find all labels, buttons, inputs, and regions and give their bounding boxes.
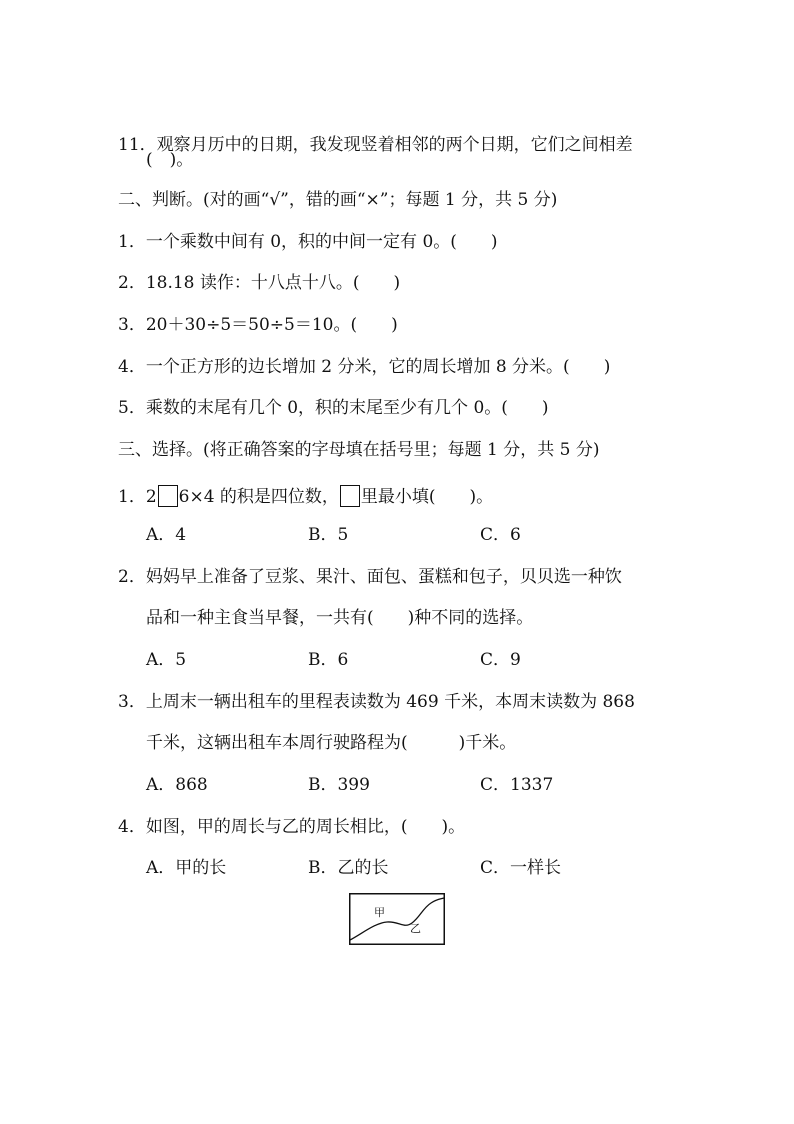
mc-q1-part-a: 1．2 [118, 487, 157, 507]
tf-item-1: 1．一个乘数中间有 0，积的中间一定有 0。( ) [118, 232, 498, 252]
mc-q1-part-c: 里最小填( )。 [360, 487, 494, 507]
mc-q4-option-c: C．一样长 [480, 858, 562, 878]
mc-q3-line1: 3．上周末一辆出租车的里程表读数为 469 千米，本周末读数为 868 [118, 692, 635, 712]
mc-q2-option-c: C．9 [480, 650, 521, 670]
q11-line2: ( )。 [146, 150, 194, 170]
figure-drawing [349, 893, 445, 945]
tf-item-4: 4．一个正方形的边长增加 2 分米，它的周长增加 8 分米。( ) [118, 357, 611, 377]
tf-item-5: 5．乘数的末尾有几个 0，积的末尾至少有几个 0。( ) [118, 398, 549, 418]
blank-box [340, 485, 360, 507]
mc-q1-part-b: 6×4 的积是四位数， [178, 487, 339, 507]
mc-q3-line2: 千米，这辆出租车本周行驶路程为( )千米。 [146, 733, 517, 753]
tf-item-2: 2．18.18 读作：十八点十八。( ) [118, 273, 401, 293]
mc-q2-option-a: A．5 [146, 650, 187, 670]
mc-q2-line1: 2．妈妈早上准备了豆浆、果汁、面包、蛋糕和包子，贝贝选一种饮 [118, 567, 622, 587]
mc-q3-option-c: C．1337 [480, 775, 554, 795]
section3-heading: 三、选择。(将正确答案的字母填在括号里；每题 1 分，共 5 分) [118, 440, 600, 460]
mc-q1-option-c: C．6 [480, 525, 521, 545]
mc-q3-option-b: B．399 [308, 775, 370, 795]
mc-q2-line2: 品和一种主食当早餐，一共有( )种不同的选择。 [146, 608, 534, 628]
mc-q4-line1: 4．如图，甲的周长与乙的周长相比，( )。 [118, 817, 466, 837]
figure-rectangle [350, 894, 445, 945]
mc-q1-option-b: B．5 [308, 525, 349, 545]
blank-box [158, 485, 178, 507]
mc-q2-option-b: B．6 [308, 650, 349, 670]
mc-q1-option-a: A．4 [146, 525, 187, 545]
perimeter-figure [349, 893, 445, 945]
mc-q4-option-b: B．乙的长 [308, 858, 389, 878]
label-jia: 甲 [374, 906, 385, 919]
label-yi: 乙 [410, 922, 421, 935]
q11-line1: 11．观察月历中的日期，我发现竖着相邻的两个日期，它们之间相差 [118, 135, 633, 155]
section2-heading: 二、判断。(对的画“√”，错的画“×”；每题 1 分，共 5 分) [118, 190, 558, 210]
mc-q1-stem [118, 485, 493, 507]
tf-item-3: 3．20＋30÷5＝50÷5＝10。( ) [118, 315, 398, 335]
mc-q3-option-a: A．868 [146, 775, 208, 795]
figure-wavy-divider [350, 898, 444, 940]
mc-q4-option-a: A．甲的长 [146, 858, 227, 878]
